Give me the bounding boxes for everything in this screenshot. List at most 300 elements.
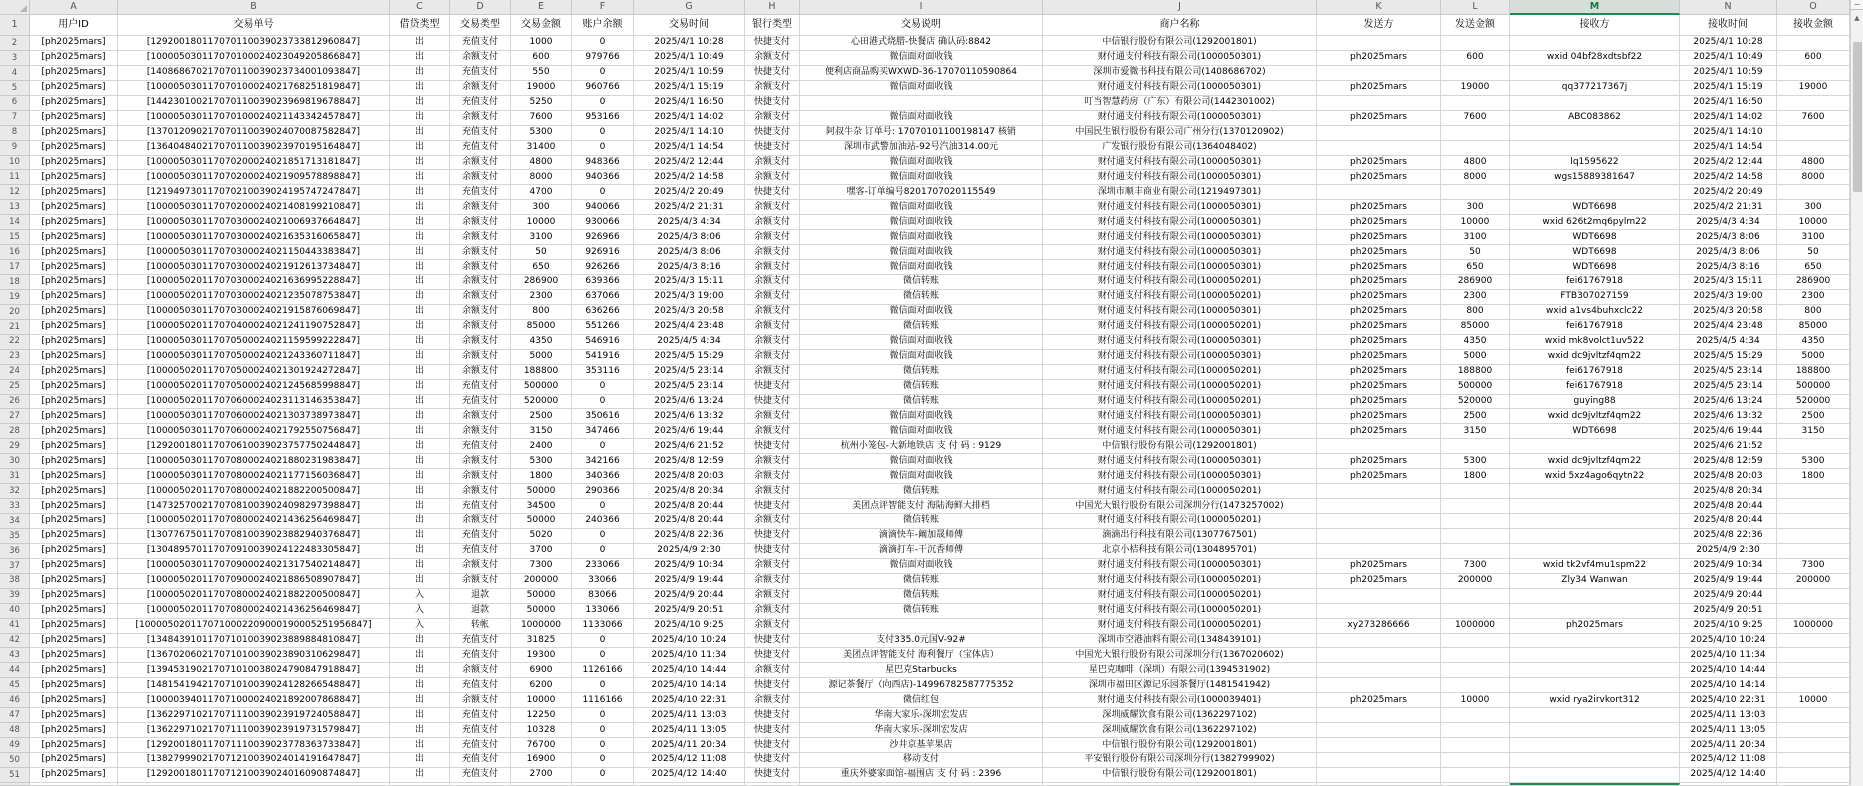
cell[interactable]: [100005030117070300024021635316065847] <box>118 230 390 245</box>
cell[interactable]: 2025/4/9 2:30 <box>1680 544 1777 559</box>
cell[interactable]: 中信银行股份有限公司(1292001801) <box>1043 768 1317 783</box>
cell[interactable]: 2025/4/8 20:44 <box>1680 514 1777 529</box>
cell[interactable] <box>1317 439 1441 454</box>
cell[interactable]: 财付通支付科技有限公司(1000050301) <box>1043 305 1317 320</box>
cell[interactable]: 余额支付 <box>450 574 511 589</box>
cell[interactable]: 出 <box>390 215 450 230</box>
cell[interactable] <box>1777 589 1850 604</box>
cell[interactable]: 650 <box>1441 260 1510 275</box>
cell[interactable]: 财付通支付科技有限公司(1000050201) <box>1043 484 1317 499</box>
cell[interactable]: 7300 <box>1777 559 1850 574</box>
cell[interactable]: 50000 <box>511 589 572 604</box>
cell[interactable]: WDT6698 <box>1510 424 1680 439</box>
cell[interactable] <box>1441 768 1510 783</box>
cell[interactable] <box>1777 723 1850 738</box>
cell[interactable] <box>1777 768 1850 783</box>
cell[interactable] <box>30 783 118 786</box>
cell[interactable]: 541916 <box>572 350 634 365</box>
cell[interactable] <box>1441 126 1510 141</box>
cell[interactable]: 2025/4/8 12:59 <box>1680 454 1777 469</box>
cell[interactable]: 财付通支付科技有限公司(1000050201) <box>1043 380 1317 395</box>
header-cell[interactable]: 发送金额 <box>1441 15 1510 36</box>
cell[interactable]: 2500 <box>1441 409 1510 424</box>
cell[interactable]: 2025/4/6 21:52 <box>1680 439 1777 454</box>
cell[interactable]: 深圳市福田区源记乐园茶餐厅(1481541942) <box>1043 678 1317 693</box>
cell[interactable]: 2025/4/10 14:14 <box>634 678 745 693</box>
cell[interactable]: 余额支付 <box>450 469 511 484</box>
cell[interactable]: 2025/4/6 13:32 <box>634 409 745 424</box>
row-number-39[interactable]: 39 <box>0 589 30 604</box>
cell[interactable]: [100005030117070200024021408199210847] <box>118 200 390 215</box>
cell[interactable]: 2025/4/9 2:30 <box>634 544 745 559</box>
cell[interactable]: 余额支付 <box>745 559 800 574</box>
cell[interactable] <box>1317 96 1441 111</box>
row-number-52[interactable] <box>0 783 30 786</box>
cell[interactable] <box>1043 783 1317 786</box>
row-number-4[interactable]: 4 <box>0 66 30 81</box>
cell[interactable] <box>1777 678 1850 693</box>
cell[interactable]: 930066 <box>572 215 634 230</box>
cell[interactable]: 出 <box>390 111 450 126</box>
cell[interactable]: 出 <box>390 454 450 469</box>
cell[interactable]: 76700 <box>511 738 572 753</box>
cell[interactable]: 7600 <box>511 111 572 126</box>
cell[interactable]: 2025/4/2 20:49 <box>1680 185 1777 200</box>
cell[interactable] <box>450 783 511 786</box>
cell[interactable] <box>1441 439 1510 454</box>
cell[interactable]: 2025/4/3 8:06 <box>634 245 745 260</box>
cell[interactable]: 2025/4/9 19:44 <box>634 574 745 589</box>
cell[interactable]: 深圳市武警加油站-92号汽油314.00元 <box>800 141 1043 156</box>
cell[interactable]: 财付通支付科技有限公司(1000050201) <box>1043 604 1317 619</box>
cell[interactable]: 微信面对面收钱 <box>800 200 1043 215</box>
cell[interactable]: 290366 <box>572 484 634 499</box>
cell[interactable]: 出 <box>390 738 450 753</box>
cell[interactable]: 0 <box>572 439 634 454</box>
cell[interactable]: 2025/4/3 8:06 <box>1680 245 1777 260</box>
cell[interactable] <box>1441 738 1510 753</box>
cell[interactable]: 充值支付 <box>450 768 511 783</box>
cell[interactable]: 300 <box>1777 200 1850 215</box>
cell[interactable]: 2025/4/12 14:40 <box>1680 768 1777 783</box>
cell[interactable]: 财付通支付科技有限公司(1000050301) <box>1043 424 1317 439</box>
cell[interactable]: [100005030117070300024021150443383847] <box>118 245 390 260</box>
cell[interactable]: 快捷支付 <box>745 395 800 410</box>
cell[interactable]: [136404840217070110039023970195164847] <box>118 141 390 156</box>
cell[interactable]: 2025/4/10 11:34 <box>634 648 745 663</box>
cell[interactable]: 充值支付 <box>450 96 511 111</box>
cell[interactable] <box>1777 648 1850 663</box>
cell[interactable]: 北京小桔科技有限公司(1304895701) <box>1043 544 1317 559</box>
cell[interactable]: 深圳威耀饮食有限公司(1362297102) <box>1043 708 1317 723</box>
cell[interactable]: 4800 <box>1441 156 1510 171</box>
cell[interactable]: [ph2025mars] <box>30 350 118 365</box>
cell[interactable]: 2025/4/2 21:31 <box>634 200 745 215</box>
cell[interactable]: 500000 <box>511 380 572 395</box>
row-number-36[interactable]: 36 <box>0 544 30 559</box>
cell[interactable]: 财付通支付科技有限公司(1000050201) <box>1043 365 1317 380</box>
cell[interactable]: 星巴克咖啡（深圳）有限公司(1394531902) <box>1043 663 1317 678</box>
cell[interactable]: 926916 <box>572 245 634 260</box>
cell[interactable]: ph2025mars <box>1317 230 1441 245</box>
row-number-34[interactable]: 34 <box>0 514 30 529</box>
cell[interactable]: 微信面对面收钱 <box>800 454 1043 469</box>
cell[interactable]: 财付通支付科技有限公司(1000050301) <box>1043 350 1317 365</box>
cell[interactable]: 出 <box>390 245 450 260</box>
cell[interactable] <box>800 619 1043 634</box>
cell[interactable]: 2025/4/5 23:14 <box>1680 365 1777 380</box>
cell[interactable] <box>1777 439 1850 454</box>
cell[interactable]: 微信转账 <box>800 589 1043 604</box>
cell[interactable]: [ph2025mars] <box>30 559 118 574</box>
cell[interactable]: 余额支付 <box>450 290 511 305</box>
row-number-33[interactable]: 33 <box>0 499 30 514</box>
cell[interactable]: 微信面对面收钱 <box>800 469 1043 484</box>
cell[interactable]: [129200180117071110039023778363733847] <box>118 738 390 753</box>
cell[interactable]: 财付通支付科技有限公司(1000050301) <box>1043 260 1317 275</box>
cell[interactable] <box>1317 723 1441 738</box>
cell[interactable]: 余额支付 <box>745 424 800 439</box>
cell[interactable]: [100005020117070500024021301924272847] <box>118 365 390 380</box>
cell[interactable]: 快捷支付 <box>745 96 800 111</box>
cell[interactable]: 微信面对面收钱 <box>800 409 1043 424</box>
cell[interactable]: ph2025mars <box>1317 245 1441 260</box>
cell[interactable]: 充值支付 <box>450 723 511 738</box>
cell[interactable]: 便利店商品购买WXWD-36-17070110590864 <box>800 66 1043 81</box>
cell[interactable]: [137012090217070110039024070087582847] <box>118 126 390 141</box>
cell[interactable]: 入 <box>390 589 450 604</box>
cell[interactable]: 中国光大银行股份有限公司深圳分行(1473257002) <box>1043 499 1317 514</box>
cell[interactable]: [ph2025mars] <box>30 365 118 380</box>
cell[interactable]: 余额支付 <box>745 409 800 424</box>
cell[interactable]: 133066 <box>572 604 634 619</box>
cell[interactable]: [ph2025mars] <box>30 290 118 305</box>
cell[interactable] <box>1510 738 1680 753</box>
row-number-18[interactable]: 18 <box>0 275 30 290</box>
cell[interactable]: 1000000 <box>1777 619 1850 634</box>
cell[interactable]: 2025/4/3 19:00 <box>634 290 745 305</box>
cell[interactable] <box>1510 66 1680 81</box>
cell[interactable]: 10328 <box>511 723 572 738</box>
cell[interactable]: 0 <box>572 36 634 51</box>
cell[interactable] <box>1777 529 1850 544</box>
cell[interactable]: 2025/4/1 14:02 <box>1680 111 1777 126</box>
cell[interactable] <box>1317 768 1441 783</box>
cell[interactable]: 2025/4/5 23:14 <box>634 380 745 395</box>
cell[interactable]: 5300 <box>1441 454 1510 469</box>
row-number-21[interactable]: 21 <box>0 320 30 335</box>
cell[interactable] <box>1317 708 1441 723</box>
cell[interactable]: 5000 <box>1441 350 1510 365</box>
header-cell[interactable]: 用户ID <box>30 15 118 36</box>
cell[interactable]: ph2025mars <box>1317 290 1441 305</box>
cell[interactable] <box>1317 514 1441 529</box>
row-number-49[interactable]: 49 <box>0 738 30 753</box>
cell[interactable]: 余额支付 <box>745 335 800 350</box>
cell[interactable]: 2025/4/1 10:59 <box>634 66 745 81</box>
row-number-6[interactable]: 6 <box>0 96 30 111</box>
cell[interactable]: 2025/4/1 15:19 <box>634 81 745 96</box>
header-cell[interactable]: 接收时间 <box>1680 15 1777 36</box>
cell[interactable]: ph2025mars <box>1317 424 1441 439</box>
cell[interactable]: 出 <box>390 365 450 380</box>
cell[interactable] <box>1317 604 1441 619</box>
cell[interactable]: 2025/4/1 14:54 <box>634 141 745 156</box>
cell[interactable] <box>1317 678 1441 693</box>
cell[interactable]: 出 <box>390 170 450 185</box>
cell[interactable]: 2025/4/6 13:24 <box>1680 395 1777 410</box>
cell[interactable] <box>634 783 745 786</box>
cell[interactable]: 出 <box>390 678 450 693</box>
cell[interactable]: 979766 <box>572 51 634 66</box>
row-number-42[interactable]: 42 <box>0 634 30 649</box>
cell[interactable]: 2025/4/11 13:05 <box>1680 723 1777 738</box>
cell[interactable]: 余额支付 <box>450 170 511 185</box>
cell[interactable] <box>1777 66 1850 81</box>
column-header-A[interactable]: A <box>30 0 118 15</box>
cell[interactable]: [ph2025mars] <box>30 200 118 215</box>
cell[interactable]: 3100 <box>1441 230 1510 245</box>
cell[interactable]: 余额支付 <box>745 260 800 275</box>
cell[interactable]: [100005030117070100024023049205866847] <box>118 51 390 66</box>
cell[interactable]: 充值支付 <box>450 753 511 768</box>
cell[interactable] <box>1441 783 1510 786</box>
cell[interactable] <box>1441 678 1510 693</box>
cell[interactable]: [ph2025mars] <box>30 126 118 141</box>
cell[interactable]: 2025/4/3 4:34 <box>1680 215 1777 230</box>
header-cell[interactable]: 发送方 <box>1317 15 1441 36</box>
cell[interactable] <box>1777 663 1850 678</box>
cell[interactable]: 2025/4/8 20:03 <box>1680 469 1777 484</box>
cell[interactable] <box>1510 723 1680 738</box>
cell[interactable]: 5020 <box>511 529 572 544</box>
cell[interactable]: [ph2025mars] <box>30 245 118 260</box>
cell[interactable]: [121949730117070210039024195747247847] <box>118 185 390 200</box>
cell[interactable]: 微信转账 <box>800 380 1043 395</box>
cell[interactable]: 0 <box>572 544 634 559</box>
cell[interactable]: 深圳市爱微书科技有限公司(1408686702) <box>1043 66 1317 81</box>
cell[interactable]: 2500 <box>1777 409 1850 424</box>
row-number-2[interactable]: 2 <box>0 36 30 51</box>
cell[interactable]: 退款 <box>450 604 511 619</box>
cell[interactable]: 2025/4/11 20:34 <box>1680 738 1777 753</box>
vertical-scrollbar[interactable] <box>1850 0 1863 786</box>
cell[interactable]: [ph2025mars] <box>30 723 118 738</box>
cell[interactable]: 650 <box>1777 260 1850 275</box>
cell[interactable]: 0 <box>572 395 634 410</box>
row-number-41[interactable]: 41 <box>0 619 30 634</box>
cell[interactable]: 2025/4/3 8:16 <box>1680 260 1777 275</box>
cell[interactable]: [100005030117070200024021909578898847] <box>118 170 390 185</box>
row-number-24[interactable]: 24 <box>0 365 30 380</box>
cell[interactable]: 200000 <box>1777 574 1850 589</box>
cell[interactable]: 940366 <box>572 170 634 185</box>
cell[interactable]: 188800 <box>511 365 572 380</box>
cell[interactable]: ph2025mars <box>1317 111 1441 126</box>
cell[interactable]: 余额支付 <box>450 409 511 424</box>
row-number-23[interactable]: 23 <box>0 350 30 365</box>
cell[interactable]: 快捷支付 <box>745 66 800 81</box>
row-number-38[interactable]: 38 <box>0 574 30 589</box>
cell[interactable] <box>1441 484 1510 499</box>
active-cell[interactable] <box>1510 783 1680 786</box>
header-cell[interactable]: 交易金额 <box>511 15 572 36</box>
column-header-K[interactable]: K <box>1317 0 1441 15</box>
cell[interactable]: 中信银行股份有限公司(1292001801) <box>1043 738 1317 753</box>
cell[interactable] <box>1317 544 1441 559</box>
cell[interactable]: ph2025mars <box>1317 469 1441 484</box>
cell[interactable]: 2025/4/1 14:10 <box>1680 126 1777 141</box>
cell[interactable]: [ph2025mars] <box>30 663 118 678</box>
cell[interactable]: 2025/4/4 23:48 <box>1680 320 1777 335</box>
cell[interactable]: 2025/4/11 20:34 <box>634 738 745 753</box>
cell[interactable]: [1000050201170710002209000190005251956847] <box>118 619 390 634</box>
cell[interactable]: 出 <box>390 409 450 424</box>
cell[interactable]: 50 <box>1441 245 1510 260</box>
cell[interactable]: [136702060217071010039023890310629847] <box>118 648 390 663</box>
cell[interactable]: 财付通支付科技有限公司(1000050201) <box>1043 514 1317 529</box>
cell[interactable]: 财付通支付科技有限公司(1000050301) <box>1043 51 1317 66</box>
column-header-I[interactable]: I <box>800 0 1043 15</box>
cell[interactable]: 7300 <box>511 559 572 574</box>
cell[interactable]: 美团点评智能支付 海利餐厅（宝体店） <box>800 648 1043 663</box>
cell[interactable]: 微信转账 <box>800 365 1043 380</box>
header-cell[interactable]: 接收方 <box>1510 15 1680 36</box>
cell[interactable]: 1800 <box>511 469 572 484</box>
cell[interactable]: 充值支付 <box>450 678 511 693</box>
cell[interactable]: 入 <box>390 619 450 634</box>
cell[interactable]: 0 <box>572 768 634 783</box>
cell[interactable]: [ph2025mars] <box>30 111 118 126</box>
cell[interactable]: [100005020117070900024021886508907847] <box>118 574 390 589</box>
cell[interactable]: 快捷支付 <box>745 738 800 753</box>
cell[interactable]: 嘿客-订单编号8201707020115549 <box>800 185 1043 200</box>
cell[interactable]: 2025/4/10 22:31 <box>1680 693 1777 708</box>
cell[interactable]: 2025/4/3 15:11 <box>634 275 745 290</box>
cell[interactable]: 7300 <box>1441 559 1510 574</box>
cell[interactable]: 0 <box>572 753 634 768</box>
cell[interactable]: 微信面对面收钱 <box>800 170 1043 185</box>
cell[interactable]: 快捷支付 <box>745 678 800 693</box>
cell[interactable]: 2025/4/11 13:03 <box>634 708 745 723</box>
row-number-10[interactable]: 10 <box>0 156 30 171</box>
cell[interactable]: FTB307027159 <box>1510 290 1680 305</box>
cell[interactable]: 出 <box>390 350 450 365</box>
cell[interactable]: 微信面对面收钱 <box>800 230 1043 245</box>
cell[interactable]: 342166 <box>572 454 634 469</box>
cell[interactable]: 2025/4/8 22:36 <box>1680 529 1777 544</box>
cell[interactable]: 出 <box>390 275 450 290</box>
cell[interactable] <box>1510 708 1680 723</box>
cell[interactable]: 出 <box>390 141 450 156</box>
column-header-G[interactable]: G <box>634 0 745 15</box>
row-number-47[interactable]: 47 <box>0 708 30 723</box>
cell[interactable] <box>1441 604 1510 619</box>
cell[interactable]: wxid dc9jvltzf4qm22 <box>1510 409 1680 424</box>
cell[interactable]: 340366 <box>572 469 634 484</box>
cell[interactable] <box>1317 648 1441 663</box>
cell[interactable]: 2300 <box>511 290 572 305</box>
row-number-40[interactable]: 40 <box>0 604 30 619</box>
cell[interactable]: 出 <box>390 693 450 708</box>
cell[interactable]: 2025/4/10 10:24 <box>1680 634 1777 649</box>
cell[interactable]: 2025/4/9 19:44 <box>1680 574 1777 589</box>
cell[interactable]: 出 <box>390 290 450 305</box>
cell[interactable]: [100005020117070300024021235078753847] <box>118 290 390 305</box>
cell[interactable]: 0 <box>572 634 634 649</box>
cell[interactable]: 350616 <box>572 409 634 424</box>
header-cell[interactable]: 账户余额 <box>572 15 634 36</box>
cell[interactable] <box>1510 634 1680 649</box>
column-header-D[interactable]: D <box>450 0 511 15</box>
cell[interactable]: 充值支付 <box>450 141 511 156</box>
cell[interactable]: ph2025mars <box>1317 305 1441 320</box>
cell[interactable]: 滴滴快车-阚加晟师傅 <box>800 529 1043 544</box>
cell[interactable]: 余额支付 <box>450 693 511 708</box>
cell[interactable]: 充值支付 <box>450 634 511 649</box>
cell[interactable]: 546916 <box>572 335 634 350</box>
cell[interactable]: 233066 <box>572 559 634 574</box>
row-number-26[interactable]: 26 <box>0 395 30 410</box>
cell[interactable] <box>1777 783 1850 786</box>
cell[interactable]: 2025/4/10 9:25 <box>634 619 745 634</box>
cell[interactable]: 2025/4/5 23:14 <box>1680 380 1777 395</box>
cell[interactable]: [100005020117070800024021882200500847] <box>118 589 390 604</box>
cell[interactable]: 2025/4/6 21:52 <box>634 439 745 454</box>
cell[interactable]: 快捷支付 <box>745 648 800 663</box>
cell[interactable]: 出 <box>390 708 450 723</box>
cell[interactable]: [ph2025mars] <box>30 634 118 649</box>
cell[interactable]: 2025/4/11 13:03 <box>1680 708 1777 723</box>
cell[interactable]: 余额支付 <box>450 350 511 365</box>
cell[interactable]: 微信面对面收钱 <box>800 424 1043 439</box>
cell[interactable]: 财付通支付科技有限公司(1000050301) <box>1043 200 1317 215</box>
cell[interactable]: 余额支付 <box>450 514 511 529</box>
cell[interactable]: 3150 <box>1777 424 1850 439</box>
cell[interactable] <box>1317 499 1441 514</box>
cell[interactable]: [ph2025mars] <box>30 469 118 484</box>
cell[interactable]: 出 <box>390 185 450 200</box>
cell[interactable]: 财付通支付科技有限公司(1000050301) <box>1043 156 1317 171</box>
cell[interactable]: 出 <box>390 768 450 783</box>
cell[interactable]: 2025/4/1 10:28 <box>1680 36 1777 51</box>
cell[interactable]: 财付通支付科技有限公司(1000050201) <box>1043 395 1317 410</box>
cell[interactable]: 余额支付 <box>745 663 800 678</box>
cell[interactable]: 2025/4/10 14:14 <box>1680 678 1777 693</box>
cell[interactable]: [ph2025mars] <box>30 51 118 66</box>
cell[interactable]: 微信转账 <box>800 514 1043 529</box>
cell[interactable] <box>1510 141 1680 156</box>
cell[interactable]: fei61767918 <box>1510 320 1680 335</box>
cell[interactable]: wxid 626t2mq6pylm22 <box>1510 215 1680 230</box>
cell[interactable]: 出 <box>390 51 450 66</box>
cell[interactable]: 出 <box>390 200 450 215</box>
cell[interactable]: 充值支付 <box>450 529 511 544</box>
cell[interactable]: 出 <box>390 36 450 51</box>
cell[interactable]: [ph2025mars] <box>30 156 118 171</box>
cell[interactable]: 4350 <box>511 335 572 350</box>
cell[interactable]: 充值支付 <box>450 380 511 395</box>
row-number-12[interactable]: 12 <box>0 185 30 200</box>
cell[interactable]: 2025/4/3 8:06 <box>1680 230 1777 245</box>
cell[interactable]: 83066 <box>572 589 634 604</box>
cell[interactable]: 财付通支付科技有限公司(1000050201) <box>1043 619 1317 634</box>
cell[interactable]: [ph2025mars] <box>30 335 118 350</box>
row-number-37[interactable]: 37 <box>0 559 30 574</box>
cell[interactable] <box>1441 708 1510 723</box>
cell[interactable]: wgs15889381647 <box>1510 170 1680 185</box>
cell[interactable]: 10000 <box>1777 693 1850 708</box>
